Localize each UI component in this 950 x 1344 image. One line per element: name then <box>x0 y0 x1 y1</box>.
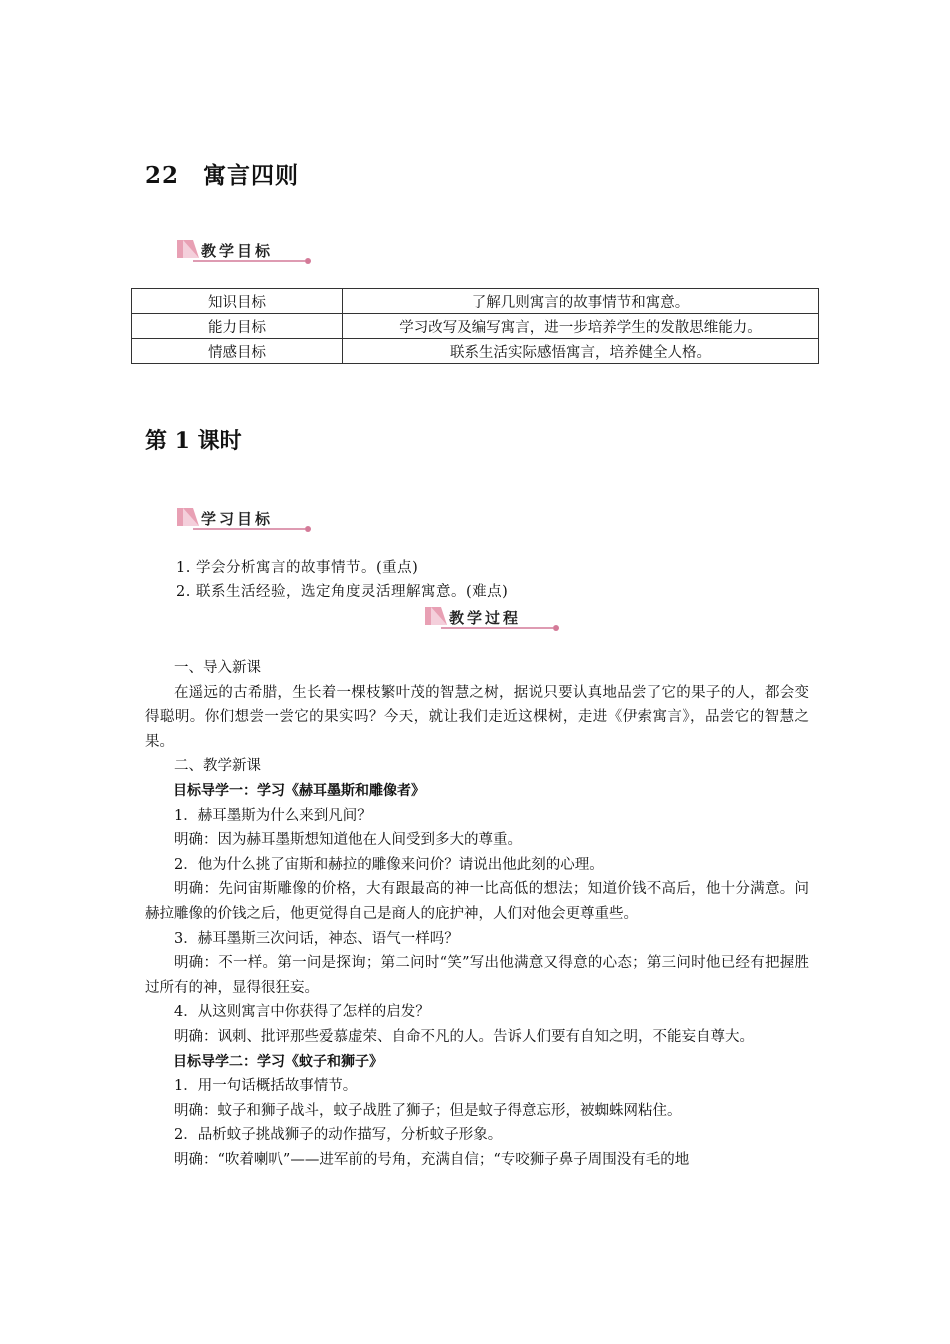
goal-content: 了解几则寓言的故事情节和寓意。 <box>343 289 819 314</box>
banner-label: 学习目标 <box>201 510 274 528</box>
paragraph: 明确：不一样。第一问是探询；第二问时“笑”写出他满意又得意的心态；第三问时他已经有把握胜过所有的神，显得很狂妄。 <box>145 955 809 996</box>
paragraph: 明确：因为赫耳墨斯想知道他在人间受到多大的尊重。 <box>174 832 522 849</box>
goal-content: 学习改写及编写寓言，进一步培养学生的发散思维能力。 <box>343 314 819 339</box>
table-row <box>132 339 819 364</box>
paragraph: 明确：蚊子和狮子战斗，蚊子战胜了狮子；但是蚊子得意忘形，被蜘蛛网粘住。 <box>174 1102 682 1119</box>
page-title: 22 寓言四则 <box>145 162 300 189</box>
list-item: 2. 联系生活经验，选定角度灵活理解寓意。(难点) <box>176 584 509 600</box>
goal-content: 联系生活实际感悟寓言，培养健全人格。 <box>343 339 819 364</box>
paragraph: 在遥远的古希腊，生长着一棵枝繁叶茂的智慧之树，据说只要认真地品尝了它的果子的人，都会变得聪明。你们想尝一尝它的果实吗？今天，就让我们走近这棵树，走进《伊索寓言》，品尝它的智慧之果。 <box>145 684 809 750</box>
table-row <box>132 289 819 314</box>
goals-table <box>131 288 819 364</box>
goal-label: 能力目标 <box>132 314 343 339</box>
goal-label: 知识目标 <box>132 289 343 314</box>
paragraph: 明确：先问宙斯雕像的价格，大有跟最高的神一比高低的想法；知道价钱不高后，他十分满意。问赫拉雕像的价钱之后，他更觉得自己是商人的庇护神，人们对他会更尊重些。 <box>145 881 809 922</box>
list-item: 1. 学会分析寓言的故事情节。(重点) <box>176 560 419 576</box>
lesson-title: 第 1 课时 <box>145 428 242 454</box>
paragraph: 一、导入新课 <box>174 660 261 676</box>
section-heading: 目标导学一：学习《赫耳墨斯和雕像者》 <box>173 782 425 799</box>
learning-goals-banner <box>177 504 317 540</box>
section-heading: 目标导学二：学习《蚊子和狮子》 <box>173 1053 383 1070</box>
teaching-process-banner <box>425 603 565 639</box>
paragraph: 4．从这则寓言中你获得了怎样的启发？ <box>174 1004 430 1021</box>
teaching-goals-banner <box>177 236 317 272</box>
paragraph: 3．赫耳墨斯三次问话，神态、语气一样吗？ <box>174 930 459 947</box>
objectives-list <box>176 556 508 604</box>
paragraph: 2．他为什么挑了宙斯和赫拉的雕像来问价？请说出他此刻的心理。 <box>174 856 604 873</box>
paragraph: 1．赫耳墨斯为什么来到凡间？ <box>174 807 372 824</box>
lesson-body <box>145 656 809 1172</box>
banner-label: 教学目标 <box>201 242 274 260</box>
goal-label: 情感目标 <box>132 339 343 364</box>
paragraph: 1．用一句话概括故事情节。 <box>174 1078 358 1095</box>
paragraph: 明确：“吹着喇叭”——进军前的号角，充满自信；“专咬狮子鼻子周围没有毛的地 <box>174 1151 690 1168</box>
table-row <box>132 314 819 339</box>
paragraph: 明确：讽刺、批评那些爱慕虚荣、自命不凡的人。告诉人们要有自知之明，不能妄自尊大。 <box>174 1028 754 1045</box>
paragraph: 二、教学新课 <box>174 758 261 775</box>
paragraph: 2．品析蚊子挑战狮子的动作描写，分析蚊子形象。 <box>174 1127 503 1144</box>
banner-label: 教学过程 <box>449 609 522 627</box>
